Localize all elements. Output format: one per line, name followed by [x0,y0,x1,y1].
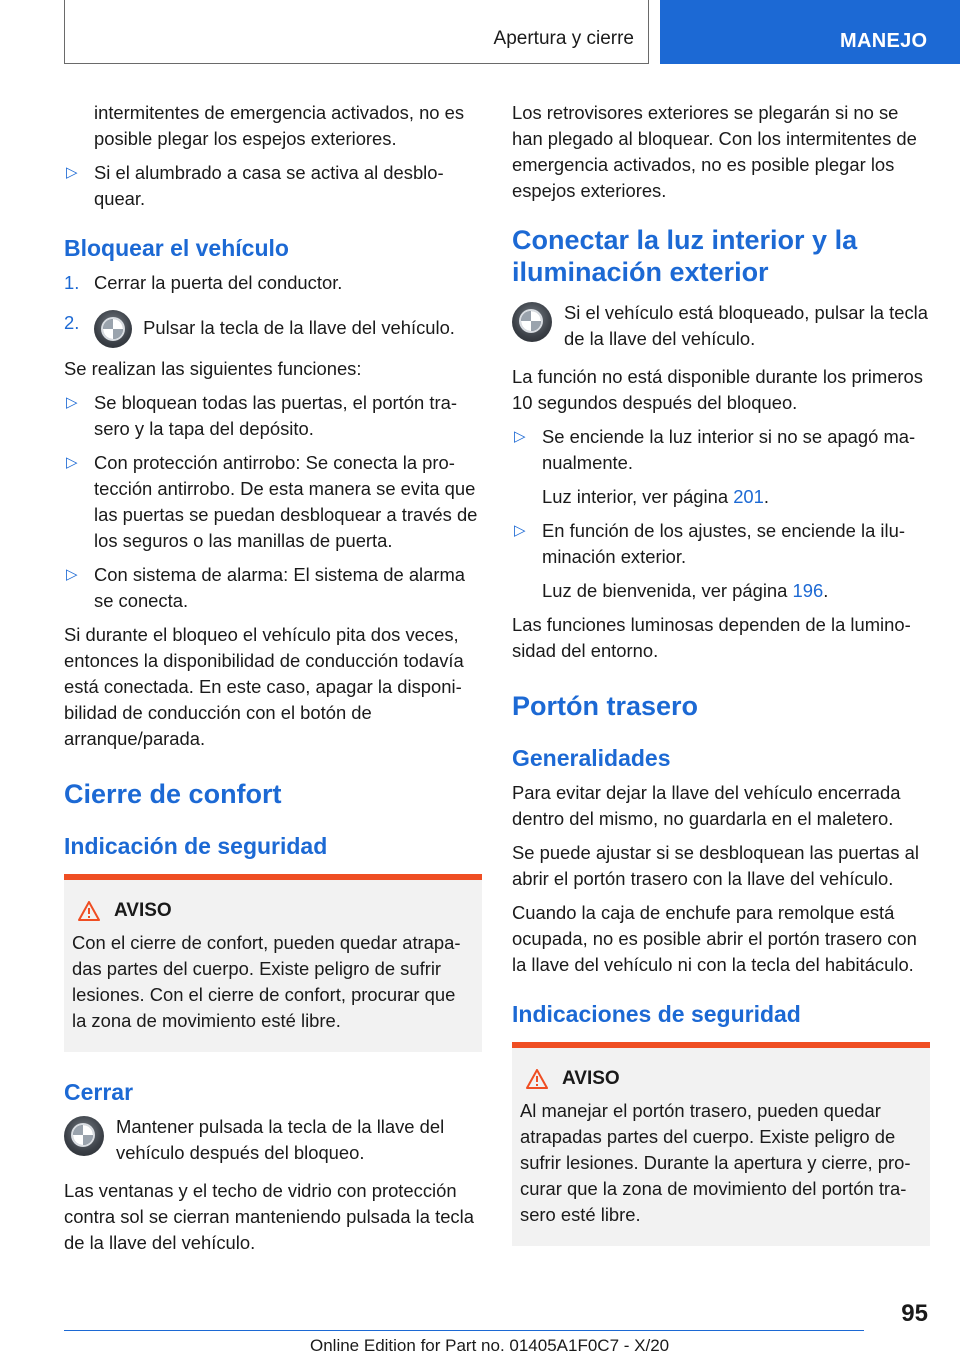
heading-generalidades: Generalidades [512,745,671,771]
luz-availability-paragraph: La función no está disponible durante los primeros 10 segundos después del bloqueo. [512,366,923,413]
heading-bloquear: Bloquear el vehículo [64,235,289,261]
heading-cerrar: Cerrar [64,1079,134,1105]
bullet-triangle-icon: ▷ [66,454,78,471]
luz-instruction: Si el vehículo está bloqueado, pulsar la tecla de la llave del vehículo. [512,300,930,352]
left-column [64,100,482,1264]
heading-indicacion-seguridad: Indicación de seguridad [64,833,328,859]
heading-cierre-confort: Cierre de confort [64,779,282,809]
cerrar-paragraph: Las ventanas y el techo de vidrio con protección contra sol se cierran manteniendo pulsada la tecla de la llave del vehículo. [64,1180,474,1253]
warning-text: Al manejar el portón trasero, pueden quedar atrapadas partes del cuerpo. Existe peligro de sufrir lesiones. Durante la apertura y cierre, procurar que la zona de movimiento del portón trasero esté libre. [520,1100,911,1225]
step-2: 2. Pulsar la tecla de la llave del vehículo. [64,310,482,348]
list-item: ▷ En función de los ajustes, se enciende la iluminación exterior. [514,520,905,567]
generalidades-paragraph: Cuando la caja de enchufe para remolque está ocupada, no es posible abrir el portón trasero con la llave del vehículo ni con la tecla del habitáculo. [512,902,917,975]
bullet-triangle-icon: ▷ [66,566,78,583]
luminosas-paragraph: Las funciones luminosas dependen de la luminosidad del entorno. [512,614,911,661]
header-section-box [64,0,649,64]
list-item: ▷ Con protección antirrobo: Se conecta la protección antirrobo. De esta manera se evita que las puertas se puedan desbloquear a través de los seguros o las manillas de puerta. [66,452,478,551]
step-1: 1. Cerrar la puerta del conductor. [64,272,343,293]
cerrar-instruction: Mantener pulsada la tecla de la llave del vehículo después del bloqueo. [64,1114,482,1166]
page-link-196[interactable]: 196 [792,580,824,601]
bullet-triangle-icon: ▷ [514,522,526,539]
key-button-icon [64,1116,104,1156]
cross-reference: Luz interior, ver página 201. [542,486,769,507]
bullet-triangle-icon: ▷ [66,164,78,181]
warning-triangle-icon [526,1069,548,1089]
functions-intro: Se realizan las siguientes funciones: [64,358,362,379]
intro-continuation: intermitentes de emergencia activados, no es posible plegar los espejos exteriores. [94,102,465,149]
heading-indicaciones-seguridad: Indicaciones de seguridad [512,1001,801,1027]
heading-luz-interior: Conectar la luz interior y la iluminación exterior [512,225,858,287]
page-link-201[interactable]: 201 [733,486,764,507]
cross-reference: Luz de bienvenida, ver página 196. [542,580,829,601]
warning-text: Con el cierre de confort, pueden quedar atrapadas partes del cuerpo. Existe peligro de sufrir lesiones. Con el cierre de confort, procurar que la zona de movimiento esté libre. [72,932,461,1031]
generalidades-paragraph: Para evitar dejar la llave del vehículo encerrada dentro del mismo, no guardarla en el maletero. [512,782,901,829]
list-item: ▷ Si el alumbrado a casa se activa al desbloquear. [66,162,444,209]
mirrors-paragraph: Los retrovisores exteriores se plegarán si no se han plegado al bloquear. Con los intermitentes de emergencia activados, no es posible plegar los espejos exteriores. [512,102,917,201]
right-column [512,100,930,1246]
warning-title: AVISO [520,1066,922,1092]
list-item: ▷ Con sistema de alarma: El sistema de alarma se conecta. [66,564,466,611]
header-chapter-tab: MANEJO [660,0,960,64]
list-item: ▷ Se bloquean todas las puertas, el portón trasero y la tapa del depósito. [66,392,457,439]
footer-divider [64,1330,864,1331]
warning-box [64,874,482,1052]
header-section-title: Apertura y cierre [493,28,634,49]
warning-triangle-icon [78,901,100,921]
heading-porton-trasero: Portón trasero [512,691,699,721]
page-number: 95 [901,1300,928,1327]
key-button-icon [94,310,132,348]
warning-box [512,1042,930,1246]
generalidades-paragraph: Se puede ajustar si se desbloquean las puertas al abrir el portón trasero con la llave del vehículo. [512,842,919,889]
beep-paragraph: Si durante el bloqueo el vehículo pita dos veces, entonces la disponibilidad de conducción todavía está conectada. En este caso, apagar la disponibilidad de conducción con el botón de arranque/parada. [64,624,464,749]
key-button-icon [512,302,552,342]
bullet-triangle-icon: ▷ [66,394,78,411]
footer-edition: Online Edition for Part no. 01405A1F0C7 - X/20 [310,1336,670,1355]
bullet-triangle-icon: ▷ [514,428,526,445]
warning-title: AVISO [72,898,474,924]
list-item: ▷ Se enciende la luz interior si no se apagó manualmente. [514,426,916,473]
